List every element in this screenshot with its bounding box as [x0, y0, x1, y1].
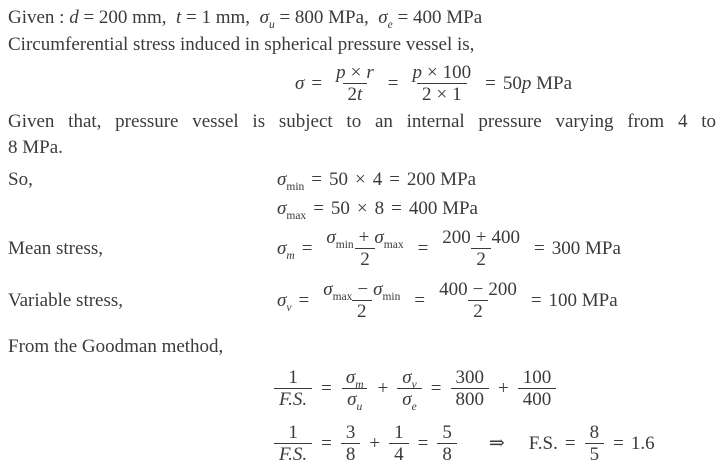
so-row [0, 165, 724, 223]
math-token: 2 [473, 301, 483, 322]
math-token: 8 [374, 197, 385, 219]
math-token: = [417, 432, 429, 454]
math-token: $\sigma_e$ [378, 7, 393, 31]
math-token: = [613, 432, 624, 454]
fraction [341, 422, 361, 465]
math-token: = [321, 432, 332, 454]
math-token: = 1 mm, [181, 7, 260, 28]
fraction [407, 62, 476, 105]
pressure-paragraph-line2: 8 MPa. [8, 137, 63, 158]
fraction [341, 367, 369, 413]
math-token: 1 [394, 422, 404, 443]
math-token: d [69, 7, 79, 28]
math-token: 5 [589, 444, 600, 465]
math-token: = [311, 168, 322, 190]
math-token: $\sigma_{min}$ [326, 227, 354, 251]
fraction [397, 367, 421, 413]
math-token: = [313, 197, 324, 219]
math-token: F.S. [279, 389, 308, 410]
pressure-range-paragraph [8, 109, 716, 161]
subscript: v [411, 378, 417, 391]
solution-page [0, 6, 724, 465]
math-token: 1 [288, 422, 298, 443]
math-token: × [426, 62, 438, 83]
math-token: = 800 MPa, [274, 7, 379, 28]
math-token: × [356, 197, 368, 219]
subscript: max [383, 238, 404, 251]
math-token: 2 [421, 84, 432, 105]
math-token: 400 MPa [408, 197, 478, 219]
math-token: + [475, 227, 487, 248]
math-token: 100 MPa [548, 289, 618, 311]
fraction [518, 367, 557, 410]
math-token: 100 [522, 367, 552, 388]
math-token: = [387, 72, 399, 94]
subscript: min [335, 238, 354, 251]
math-token: ⇒ [488, 433, 505, 454]
fraction [318, 279, 405, 322]
math-token: 800 [455, 389, 484, 410]
math-token: − [472, 279, 484, 300]
math-token: − [357, 279, 369, 300]
math-token: × [354, 168, 366, 190]
subscript: max [332, 290, 353, 303]
math-token: p [412, 62, 422, 83]
math-token: MPa [531, 72, 573, 94]
fraction [274, 367, 312, 410]
subscript: e [387, 18, 393, 31]
math-token: = [564, 432, 576, 454]
math-token: 200 [488, 279, 517, 300]
math-token: 4 [372, 168, 383, 190]
math-token: $\sigma_m$ [277, 237, 295, 262]
math-token: 50 [328, 168, 348, 190]
math-token: + [369, 432, 381, 454]
math-token: Given : [8, 7, 70, 28]
mean-stress-label: Mean stress, [8, 237, 103, 259]
equation-sigma-min [277, 165, 478, 194]
math-token: = [389, 168, 400, 190]
math-token: $\sigma_v$ [277, 289, 292, 314]
math-token: 100 [442, 62, 472, 83]
math-token: 5 [442, 422, 452, 443]
math-token: 1 [452, 84, 462, 105]
math-token: $\sigma_{max}$ [374, 227, 404, 251]
math-token: + [498, 377, 509, 399]
fraction [274, 422, 312, 465]
math-token: $\sigma_{min}$ [277, 168, 305, 193]
math-token: + [377, 377, 389, 399]
subscript: m [286, 249, 295, 262]
math-token: p [336, 62, 346, 83]
math-token: = 200 mm, [78, 7, 176, 28]
mean-stress-row [0, 227, 724, 270]
fraction [585, 422, 605, 465]
math-token: 8 [442, 444, 452, 465]
fraction [389, 422, 409, 465]
equation-sigma-max [277, 194, 478, 223]
math-token: t [176, 7, 182, 28]
math-token: $\sigma_e$ [402, 389, 417, 413]
math-token: = [298, 289, 310, 311]
math-token: $\sigma_{max}$ [277, 197, 307, 222]
subscript: u [356, 400, 363, 413]
math-token: = [311, 72, 323, 94]
math-token: = [485, 72, 496, 94]
math-token: $\sigma_v$ [402, 367, 417, 391]
math-token: p [521, 72, 532, 94]
math-token: = [417, 237, 429, 259]
math-token: 200 [442, 227, 471, 248]
math-token: 400 [439, 279, 468, 300]
fraction [331, 62, 379, 105]
math-token: 300 MPa [551, 237, 621, 259]
variable-stress-label: Variable stress, [8, 289, 124, 311]
fraction [437, 422, 457, 465]
math-token: 1 [288, 367, 298, 388]
equation-variable-stress [277, 279, 618, 322]
math-token: t [357, 84, 363, 105]
math-token: 4 [394, 444, 404, 465]
min-max-equations [277, 165, 478, 223]
math-token: σ [295, 72, 305, 94]
subscript: max [286, 209, 307, 222]
math-token: × [350, 62, 362, 83]
math-token: $\sigma_u$ [347, 389, 363, 413]
goodman-method-line: From the Goodman method, [8, 336, 224, 357]
math-token: 3 [345, 422, 356, 443]
equation-goodman-result [272, 422, 724, 465]
subscript: min [286, 180, 305, 193]
math-token: 2 [476, 249, 486, 270]
math-token: 50 [330, 197, 350, 219]
math-token: = [321, 377, 332, 399]
math-token: 8 [589, 422, 600, 443]
circumferential-stress-line: Circumferential stress induced in spherical pressure vessel is, [8, 34, 475, 55]
so-label: So, [8, 169, 33, 190]
math-token: + [358, 227, 370, 248]
math-token: = [301, 237, 313, 259]
math-token: 2 [360, 249, 370, 270]
subscript: m [355, 378, 364, 391]
math-token: = [534, 237, 545, 259]
math-token: $\sigma_m$ [345, 367, 364, 391]
subscript: e [411, 400, 417, 413]
equation-mean-stress [277, 227, 621, 270]
math-token: 8 [345, 444, 356, 465]
equation-circumferential-stress [295, 62, 724, 105]
math-token: × [436, 84, 448, 105]
subscript: u [268, 18, 275, 31]
math-token: 1.6 [630, 432, 655, 454]
math-token: F.S. [279, 444, 308, 465]
math-token: $\sigma_{max}$ [323, 279, 353, 303]
fraction [451, 367, 490, 410]
pressure-paragraph-line1: Given that, pressure vessel is subject to an internal pressure varying from 4 to [8, 111, 716, 132]
math-token: $\sigma_u$ [259, 7, 275, 31]
math-token: 400 [491, 227, 521, 248]
math-token: 300 [455, 367, 484, 388]
math-token: r [366, 62, 374, 83]
math-token: = 400 MPa [392, 7, 483, 28]
math-token: 2 [347, 84, 358, 105]
fraction [434, 279, 522, 322]
math-token: = [530, 289, 542, 311]
math-token: 2 [357, 301, 367, 322]
math-token: 400 [522, 389, 552, 410]
math-token: 200 MPa [406, 168, 477, 190]
given-line [8, 6, 724, 30]
math-token: F.S. [528, 432, 558, 454]
variable-stress-row [0, 279, 724, 322]
math-token: = [430, 377, 442, 399]
equation-goodman-ratios [272, 367, 724, 413]
math-token: = [414, 289, 426, 311]
fraction [437, 227, 525, 270]
subscript: min [382, 290, 401, 303]
math-token: $\sigma_{min}$ [373, 279, 401, 303]
subscript: v [286, 301, 292, 314]
math-token: = [391, 197, 402, 219]
math-token: 50 [502, 72, 522, 94]
fraction [321, 227, 408, 270]
